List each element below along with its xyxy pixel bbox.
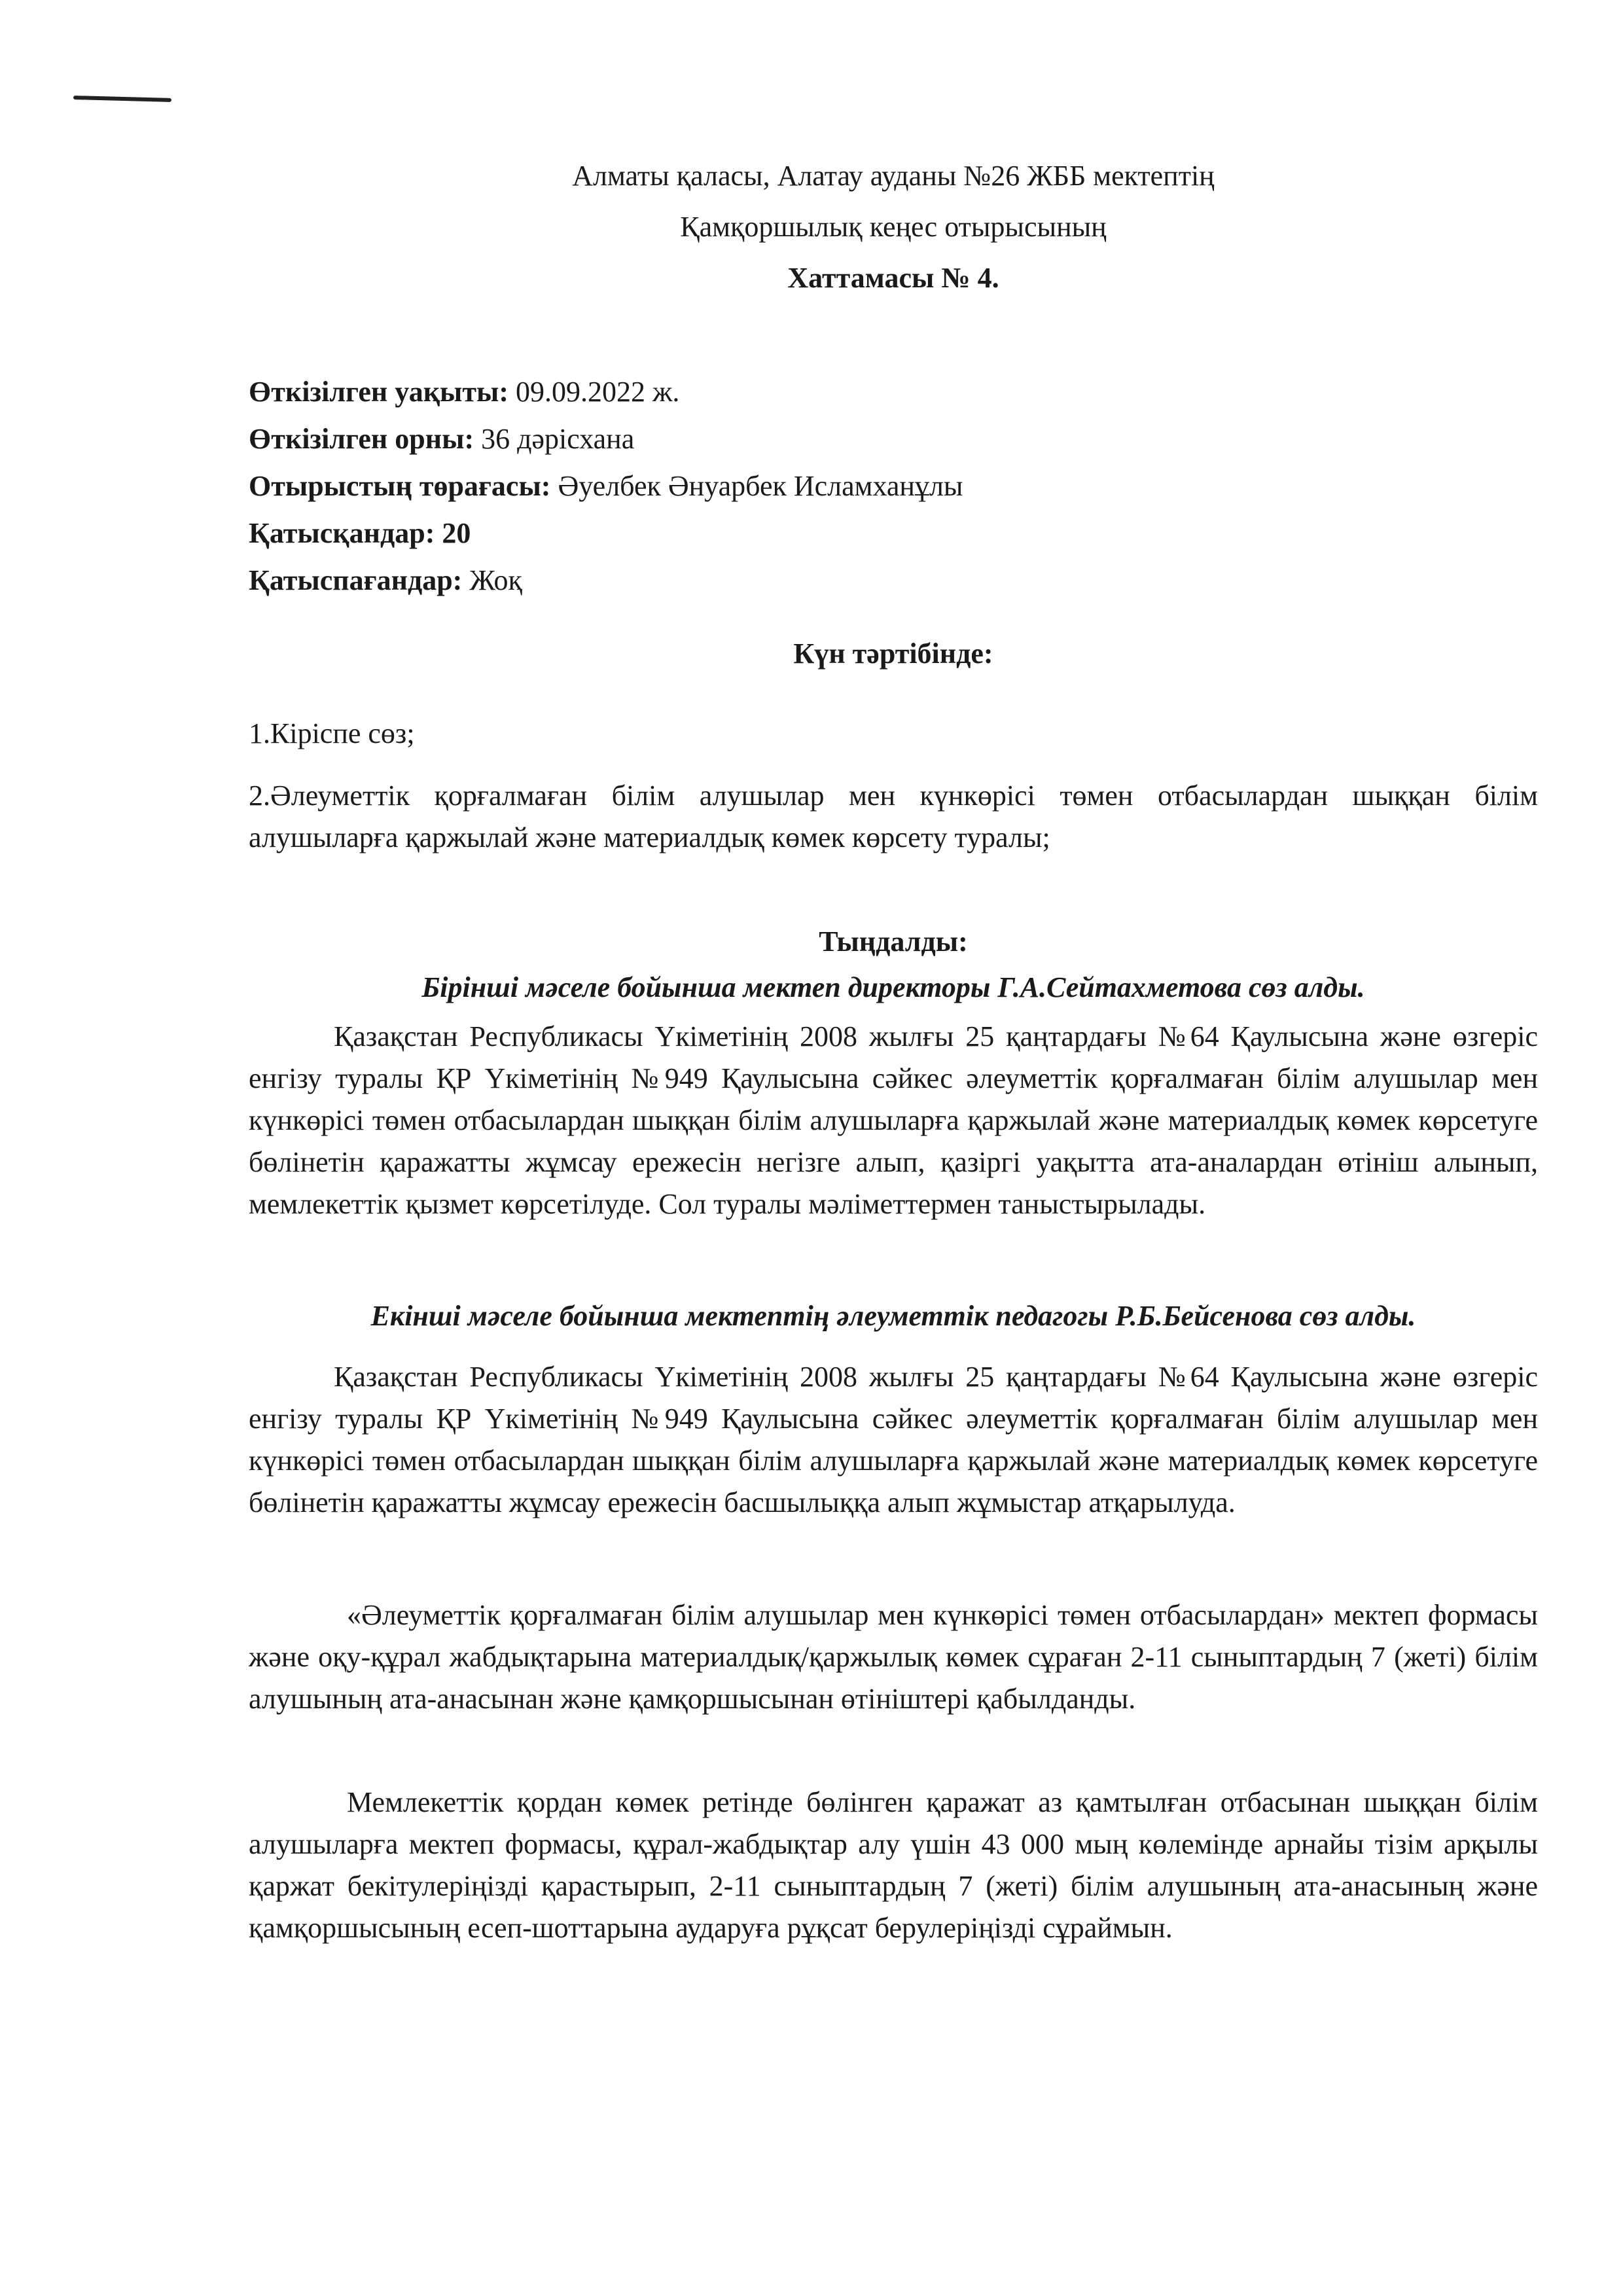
document-title: Хаттамасы № 4. — [787, 262, 999, 294]
speaker-1-paragraph: Қазақстан Республикасы Үкіметінің 2008 жылғы 25 қаңтардағы №64 Қаулысына және өзгеріс енгізу туралы ҚР Үкіметінің №949 Қаулысына сәйкес әлеуметтік қорғалмаған білім алушылар мен күнкөрісі төмен отбасылардан шыққан білім алушыларға қаржылай және материалдық көмек көрсетуге бөлінетін қаражатты жұмсау ережесін негізге алып, қазіргі уақытта ата-аналардан өтініш алынып, мемлекеттік қызмет көрсетілуде. Сол туралы мәліметтермен таныстырылады. — [249, 1020, 1538, 1220]
meeting-present-value: 20 — [435, 517, 471, 549]
heard-title: Тыңдалды: — [819, 925, 968, 958]
speaker-2-paragraph-1: Қазақстан Республикасы Үкіметінің 2008 жылғы 25 қаңтардағы №64 Қаулысына және өзгеріс енгізу туралы ҚР Үкіметінің №949 Қаулысына сәйкес әлеуметтік қорғалмаған білім алушылар мен күнкөрісі төмен отбасылардан шыққан білім алушыларға қаржылай және материалдық көмек көрсетуге бөлінетін қаражатты жұмсау ережесін басшылыққа алып жұмыстар атқарылуда. — [249, 1361, 1538, 1518]
meeting-time-value: 09.09.2022 ж. — [508, 376, 680, 408]
meeting-absent-label: Қатыспағандар: — [249, 564, 463, 596]
meeting-place-value: 36 дәрісхана — [474, 423, 635, 455]
meeting-details — [249, 372, 1296, 607]
speaker-2-paragraph-2: «Әлеуметтік қорғалмаған білім алушылар мен күнкөрісі төмен отбасылардан» мектеп формасы және оқу-құрал жабдықтарына материалдық/қаржылық көмек сұраған 2-11 сыныптардың 7 (жеті) білім алушының ата-анасынан және қамқоршысынан өтініштері қабылданды. — [249, 1599, 1538, 1715]
meeting-place — [249, 419, 1296, 466]
speaker-2-paragraph-3: Мемлекеттік қордан көмек ретінде бөлінген қаражат аз қамтылған отбасынан шыққан білім алушыларға мектеп формасы, құрал-жабдықтар алу үшін 43 000 мың көлемінде арнайы тізім арқылы қаржат бекітулеріңізді қарастырып, 2-11 сыныптардың 7 (жеті) білім алушының ата-анасының және қамқоршысының есеп-шоттарына аударуға рұқсат берулеріңізді сұраймын. — [249, 1786, 1538, 1944]
meeting-absent-value: Жоқ — [462, 564, 522, 596]
agenda-item-1: 1.Кіріспе сөз; — [249, 717, 415, 749]
document-header-council: Қамқоршылық кеңес отырысының — [680, 211, 1107, 243]
meeting-present-label: Қатысқандар: — [249, 517, 435, 549]
meeting-chair-value: Әуелбек Әнуарбек Исламханұлы — [550, 470, 963, 502]
meeting-time-label: Өткізілген уақыты: — [249, 376, 509, 408]
meeting-chair-label: Отырыстың төрағасы: — [249, 470, 551, 502]
meeting-time — [249, 372, 1296, 419]
meeting-chair — [249, 466, 1296, 513]
speaker-2-heading: Екінші мәселе бойынша мектептің әлеуметтік педагогы Р.Б.Бейсенова сөз алды. — [370, 1300, 1416, 1332]
meeting-present — [249, 513, 1296, 560]
agenda-title: Күн тәртібінде: — [793, 637, 993, 670]
speaker-1-heading: Бірінші мәселе бойынша мектеп директоры Г.А.Сейтахметова сөз алды. — [421, 971, 1365, 1003]
agenda-item-2: 2.Әлеуметтік қорғалмаған білім алушылар мен күнкөрісі төмен отбасылардан шыққан білім алушыларға қаржылай және материалдық көмек көрсету туралы; — [249, 780, 1538, 853]
scan-mark — [73, 96, 171, 102]
meeting-absent — [249, 560, 1296, 607]
meeting-place-label: Өткізілген орны: — [249, 423, 474, 455]
document-header-school: Алматы қаласы, Алатау ауданы №26 ЖББ мектептің — [572, 160, 1215, 192]
